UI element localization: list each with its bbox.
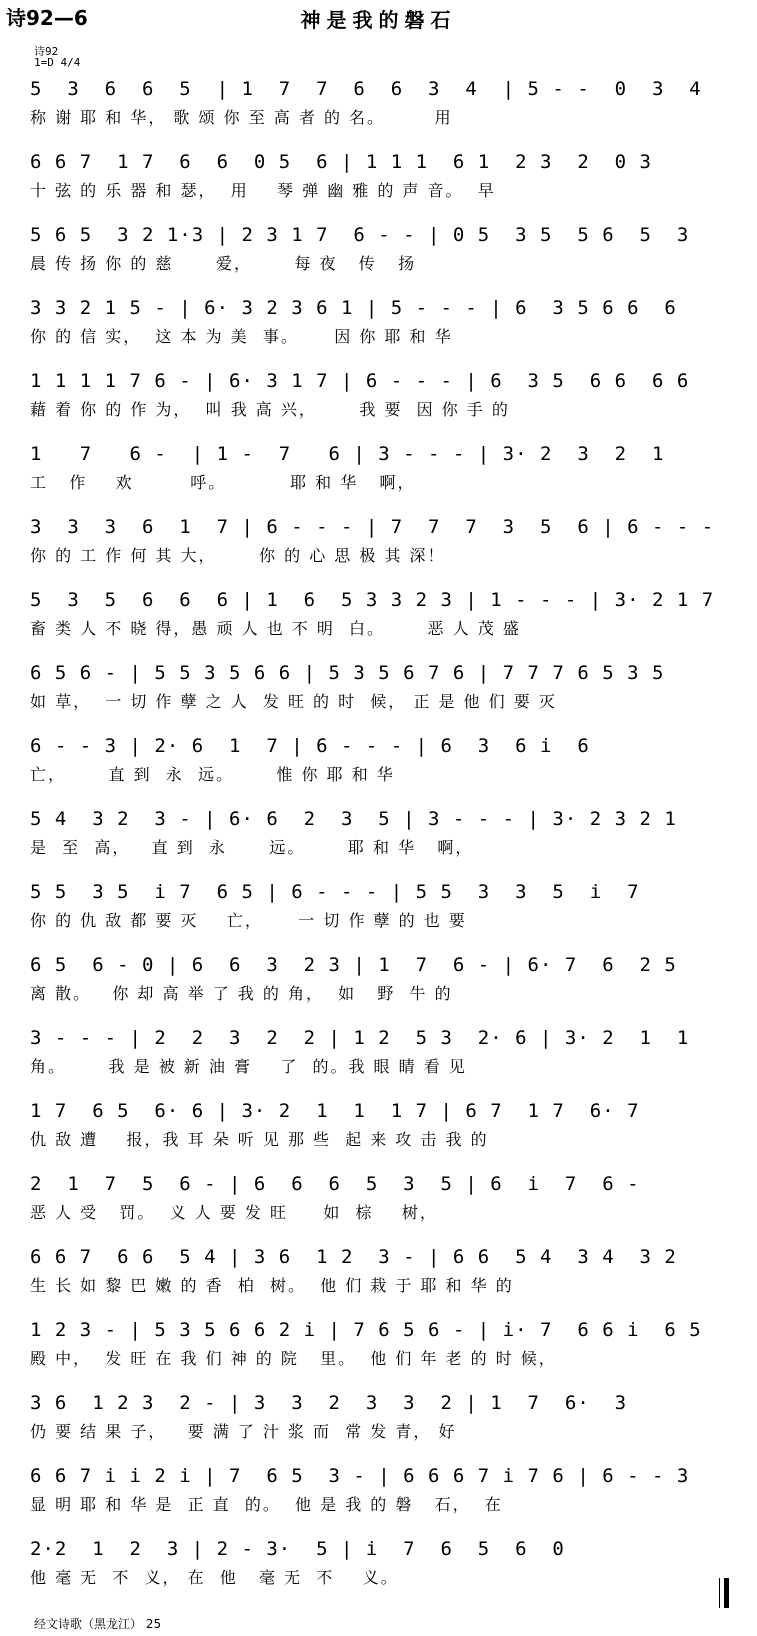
- lyrics-line: 你 的 工 作 何 其 大， 你 的 心 思 极 其 深！: [30, 546, 446, 565]
- notation-line: 5 5 3 5 i 7 6 5 | 6 - - - | 5 5 3 3 5 i 7: [30, 881, 640, 903]
- score-system: [30, 879, 730, 939]
- lyrics-line: 他 毫 无 不 义， 在 他 毫 无 不 义。: [30, 1568, 399, 1587]
- score-system: [30, 514, 730, 574]
- lyrics-line: 如 草， 一 切 作 孽 之 人 发 旺 的 时 候， 正 是 他 们 要 灭: [30, 692, 557, 711]
- notation-line: 5 3 5 6 6 6 | 1 6 5 3 3 2 3 | 1 - - - | 3· 2 1 7: [30, 589, 715, 611]
- lyrics-line: 是 至 高， 直 到 永 远。 耶 和 华 啊，: [30, 838, 474, 857]
- notation-line: 2 1 7 5 6 - | 6 6 6 5 3 5 | 6 i 7 6 -: [30, 1173, 640, 1195]
- lyrics-line: 十 弦 的 乐 器 和 瑟， 用 琴 弹 幽 雅 的 声 音。 早: [30, 181, 496, 200]
- lyrics-line: 称 谢 耶 和 华， 歌 颂 你 至 高 者 的 名。 用: [30, 108, 453, 127]
- score-system: [30, 806, 730, 866]
- score-system: [30, 441, 730, 501]
- lyrics-line: 显 明 耶 和 华 是 正 直 的。 他 是 我 的 磐 石， 在: [30, 1495, 503, 1514]
- scripture-ref: 诗92: [34, 45, 59, 58]
- score-system: [30, 368, 730, 428]
- lyrics-line: 畜 类 人 不 晓 得，愚 顽 人 也 不 明 白。 恶 人 茂 盛: [30, 619, 521, 638]
- notation-line: 1 2 3 - | 5 3 5 6 6 2 i | 7 6 5 6 - | i· 7 6 6 i 6 5: [30, 1319, 702, 1341]
- lyrics-line: 殿 中， 发 旺 在 我 们 神 的 院 里。 他 们 年 老 的 时 候，: [30, 1349, 557, 1368]
- lyrics-line: 亡， 直 到 永 远。 惟 你 耶 和 华: [30, 765, 395, 784]
- notation-line: 1 7 6 - | 1 - 7 6 | 3 - - - | 3· 2 3 2 1: [30, 443, 665, 465]
- score-system: [30, 1098, 730, 1158]
- score-system: [30, 1390, 730, 1450]
- song-title: 神是我的磐石: [300, 8, 457, 32]
- lyrics-line: 工 作 欢 呼。 耶 和 华 啊，: [30, 473, 416, 492]
- score-system: [30, 587, 730, 647]
- notation-line: 2·2 1 2 3 | 2 - 3· 5 | i 7 6 5 6 0: [30, 1538, 565, 1560]
- notation-line: 5 3 6 6 5 | 1 7 7 6 6 3 4 | 5 - - 0 3 4: [30, 78, 702, 100]
- score-system: [30, 1025, 730, 1085]
- score-system: [30, 1463, 730, 1523]
- score-system: [30, 222, 730, 282]
- notation-line: 3 3 3 6 1 7 | 6 - - - | 7 7 7 3 5 6 | 6 - - -: [30, 516, 715, 538]
- score-system: [30, 76, 730, 136]
- final-barline-thick: [724, 1578, 729, 1608]
- notation-line: 6 5 6 - | 5 5 3 5 6 6 | 5 3 5 6 7 6 | 7 7 7 6 5 3 5: [30, 662, 665, 684]
- score-system: [30, 1317, 730, 1377]
- score-system: [30, 1244, 730, 1304]
- notation-line: 6 6 7 i i 2 i | 7 6 5 3 - | 6 6 6 7 i 7 6 | 6 - - 3: [30, 1465, 690, 1487]
- notation-line: 5 6 5 3 2 1·3 | 2 3 1 7 6 - - | 0 5 3 5 5 6 5 3: [30, 224, 690, 246]
- notation-line: 1 1 1 1 7 6 - | 6· 3 1 7 | 6 - - - | 6 3 5 6 6 6 6: [30, 370, 690, 392]
- notation-line: 3 3 2 1 5 - | 6· 3 2 3 6 1 | 5 - - - | 6 3 5 6 6 6: [30, 297, 677, 319]
- lyrics-line: 角。 我 是 被 新 油 膏 了 的。我 眼 睛 看 见: [30, 1057, 467, 1076]
- page-footer: 经文诗歌（黑龙江） 25: [34, 1617, 162, 1631]
- notation-line: 6 6 7 1 7 6 6 0 5 6 | 1 1 1 6 1 2 3 2 0 3: [30, 151, 652, 173]
- notation-line: 3 - - - | 2 2 3 2 2 | 1 2 5 3 2· 6 | 3· 2 1 1: [30, 1027, 690, 1049]
- key-signature: 1=D 4/4: [34, 56, 81, 69]
- lyrics-line: 生 长 如 黎 巴 嫩 的 香 柏 树。 他 们 栽 于 耶 和 华 的: [30, 1276, 514, 1295]
- notation-line: 6 - - 3 | 2· 6 1 7 | 6 - - - | 6 3 6 i 6: [30, 735, 590, 757]
- score-system: [30, 952, 730, 1012]
- score-system: [30, 660, 730, 720]
- score-system: [30, 149, 730, 209]
- notation-line: 5 4 3 2 3 - | 6· 6 2 3 5 | 3 - - - | 3· 2 3 2 1: [30, 808, 677, 830]
- lyrics-line: 离 散。 你 却 高 举 了 我 的 角， 如 野 牛 的: [30, 984, 453, 1003]
- notation-line: 3 6 1 2 3 2 - | 3 3 2 3 3 2 | 1 7 6· 3: [30, 1392, 628, 1414]
- lyrics-line: 你 的 信 实， 这 本 为 美 事。 因 你 耶 和 华: [30, 327, 453, 346]
- lyrics-line: 晨 传 扬 你 的 慈 爱， 每 夜 传 扬: [30, 254, 417, 273]
- notation-line: 6 5 6 - 0 | 6 6 3 2 3 | 1 7 6 - | 6· 7 6 2 5: [30, 954, 677, 976]
- song-number: 诗92—6: [6, 6, 88, 30]
- score-system: [30, 1171, 730, 1231]
- lyrics-line: 恶 人 受 罚。 义 人 要 发 旺 如 棕 树，: [30, 1203, 438, 1222]
- lyrics-line: 仍 要 结 果 子， 要 满 了 汁 浆 而 常 发 青， 好: [30, 1422, 457, 1441]
- notation-line: 1 7 6 5 6· 6 | 3· 2 1 1 1 7 | 6 7 1 7 6· 7: [30, 1100, 640, 1122]
- lyrics-line: 藉 着 你 的 作 为， 叫 我 高 兴， 我 要 因 你 手 的: [30, 400, 510, 419]
- notation-line: 6 6 7 6 6 5 4 | 3 6 1 2 3 - | 6 6 5 4 3 4 3 2: [30, 1246, 677, 1268]
- lyrics-line: 你 的 仇 敌 都 要 灭 亡， 一 切 作 孽 的 也 要: [30, 911, 467, 930]
- final-barline-thin: [719, 1578, 720, 1608]
- score-system: [30, 733, 730, 793]
- lyrics-line: 仇 敌 遭 报，我 耳 朵 听 见 那 些 起 来 攻 击 我 的: [30, 1130, 489, 1149]
- score-system: [30, 1536, 730, 1596]
- score-system: [30, 295, 730, 355]
